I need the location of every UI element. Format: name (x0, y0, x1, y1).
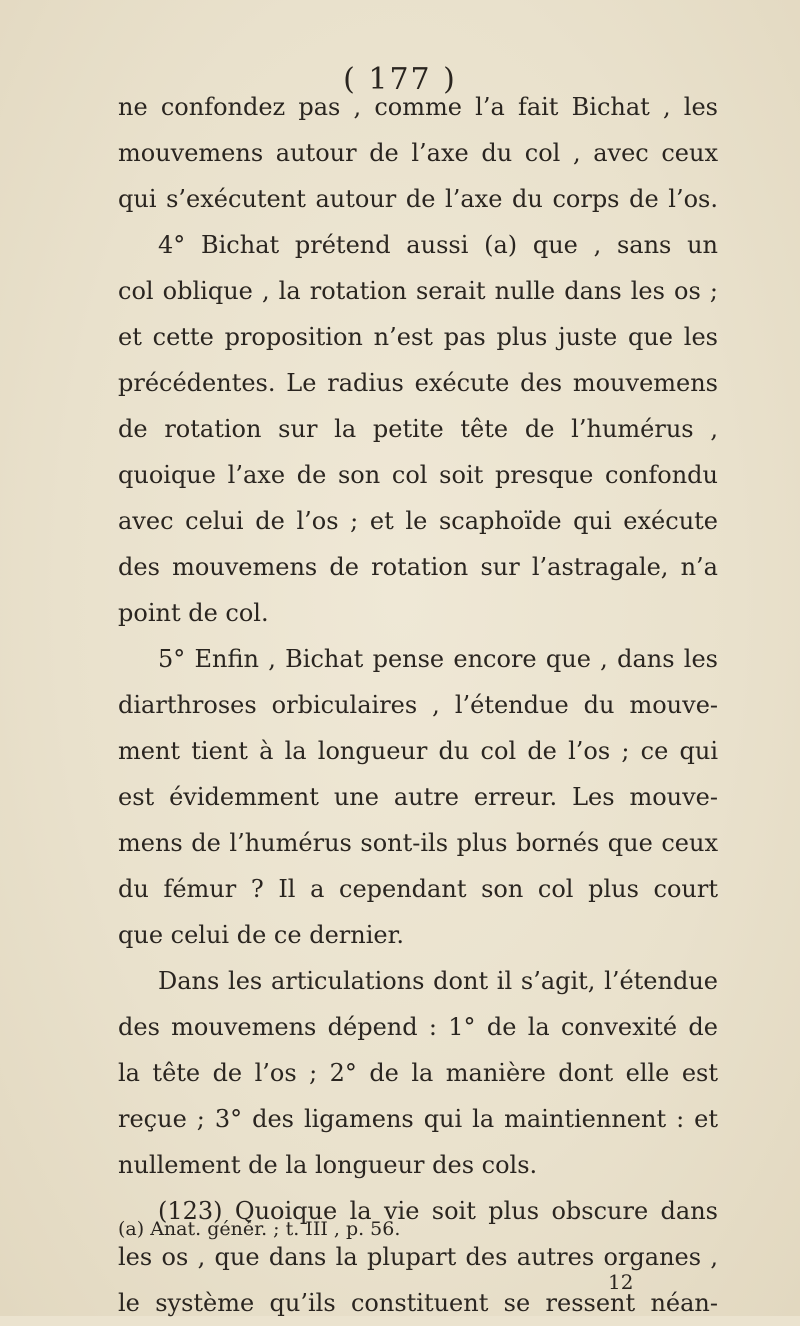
text-line: reçue ; 3° des ligamens qui la maintiennent : et (118, 1105, 718, 1133)
text-line: des mouvemens de rotation sur l’astragale, n’a (118, 553, 718, 581)
text-line: le système qu’ils constituent se ressent néan- (118, 1289, 718, 1317)
text-line: col oblique , la rotation serait nulle dans les os ; (118, 277, 718, 305)
signature-mark: 12 (608, 1270, 634, 1294)
text-line: de rotation sur la petite tête de l’humérus , (118, 415, 718, 443)
text-line: la tête de l’os ; 2° de la manière dont elle est (118, 1059, 718, 1087)
text-line: Dans les articulations dont il s’agit, l’étendue (158, 967, 718, 995)
text-line: est évidemment une autre erreur. Les mouve- (118, 783, 718, 811)
text-line: nullement de la longueur des cols. (118, 1151, 538, 1179)
text-line: ment tient à la longueur du col de l’os ; ce qui (118, 737, 718, 765)
text-line: mens de l’humérus sont-ils plus bornés que ceux (118, 829, 718, 857)
text-line: quoique l’axe de son col soit presque confondu (118, 461, 718, 489)
text-line: mouvemens autour de l’axe du col , avec ceux (118, 139, 718, 167)
text-line: 4° Bichat prétend aussi (a) que , sans un (158, 231, 718, 259)
page-number: ( 177 ) (343, 62, 457, 97)
text-line: des mouvemens dépend : 1° de la convexité de (118, 1013, 718, 1041)
text-line: (123) Quoique la vie soit plus obscure dans (158, 1197, 718, 1225)
text-line: précédentes. Le radius exécute des mouvemens (118, 369, 718, 397)
text-line: diarthroses orbiculaires , l’étendue du mouve- (118, 691, 718, 719)
text-line: que celui de ce dernier. (118, 921, 405, 949)
text-line: ne confondez pas , comme l’a fait Bichat , les (118, 93, 718, 121)
text-line: qui s’exécutent autour de l’axe du corps de l’os. (118, 185, 718, 213)
text-line: du fémur ? Il a cependant son col plus court (118, 875, 718, 903)
text-line: avec celui de l’os ; et le scaphoïde qui exécute (118, 507, 718, 535)
text-line: point de col. (118, 599, 269, 627)
text-line: et cette proposition n’est pas plus juste que les (118, 323, 718, 351)
text-line: les os , que dans la plupart des autres organes , (118, 1243, 718, 1271)
text-line: 5° Enfin , Bichat pense encore que , dans les (158, 645, 718, 673)
footnote: (a) Anat. génér. ; t. III , p. 56. (118, 1218, 401, 1240)
body-text (118, 84, 718, 1326)
